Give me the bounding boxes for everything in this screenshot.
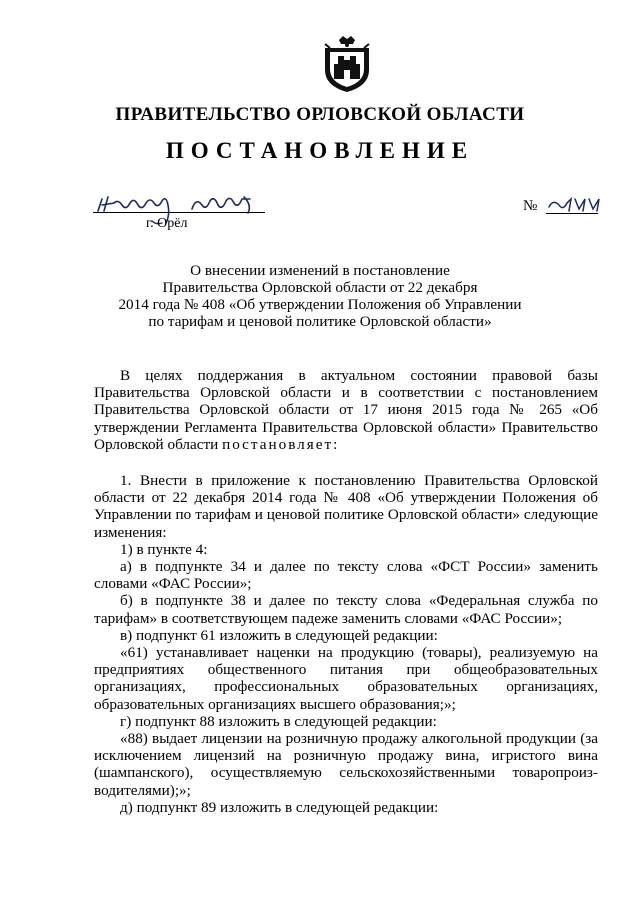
subject-line: Правительства Орловской области от 22 декабря <box>162 279 478 296</box>
subject-line: 2014 года № 408 «Об утверждении Положения об Управлении <box>118 296 522 313</box>
list-item: д) подпункт 89 изложить в следующей редакции: <box>120 798 439 816</box>
government-name: ПРАВИТЕЛЬСТВО ОРЛОВСКОЙ ОБЛАСТИ <box>115 104 525 125</box>
handwritten-number <box>545 193 603 217</box>
list-item: 1. Внести в приложение к постановлению Правительства Орловской области от 22 декабря 2014 года № 408 «Об утверждении Положения об Управлении по тарифам и ценовой политике Орловской области» следующие изменения: <box>94 472 598 541</box>
subject-line: по тарифам и ценовой политике Орловской области» <box>148 313 492 330</box>
list-item: в) подпункт 61 изложить в следующей редакции: <box>120 626 438 644</box>
list-item: а) в подпункте 34 и далее по тексту слова «ФСТ России» заменить словами «ФАС России»; <box>94 558 598 593</box>
preamble-text: В целях поддержания в актуальном состоянии правовой базы Правительства Орловской области и в соответствии с постановлением Правительства Орловской области от 17 июня 2015 года № 265 «Об утверждении Регламента Правительства Орловской области» Правительство Орловской области <box>94 367 598 453</box>
subject-line: О внесении изменений в постановление <box>190 262 450 279</box>
list-item: 1) в пункте 4: <box>120 540 208 558</box>
city-label: г. Орёл <box>146 216 188 231</box>
document-subject <box>110 262 530 330</box>
list-item: «88) выдает лицензии на розничную продажу алкогольной продукции (за исключением лицензий на розничную продажу вина, игристого вина (шампанского), осуществляемую сельскохозяйственными товаропроиз-водителями);»; <box>94 730 598 799</box>
paragraph-gap <box>94 453 598 472</box>
document-type-title: ПОСТАНОВЛЕНИЕ <box>165 138 475 163</box>
number-sign: № <box>523 198 538 214</box>
list-item: б) в подпункте 38 и далее по тексту слова «Федеральная служба по тарифам» в соответствующем падеже заменить словами «ФАС России»; <box>94 592 598 627</box>
list-item: «61) устанавливает наценки на продукцию (товары), реализуемую на предприятиях общественного питания при общеобразовательных организациях, профессиональных образовательных организациях, образовательных организациях высшего образования;»; <box>94 644 598 713</box>
resolves-word: постановляет: <box>222 435 340 453</box>
preamble-paragraph <box>94 367 598 453</box>
coat-of-arms-icon <box>321 34 373 94</box>
list-item: г) подпункт 88 изложить в следующей редакции: <box>120 712 437 730</box>
document-body <box>94 367 598 816</box>
